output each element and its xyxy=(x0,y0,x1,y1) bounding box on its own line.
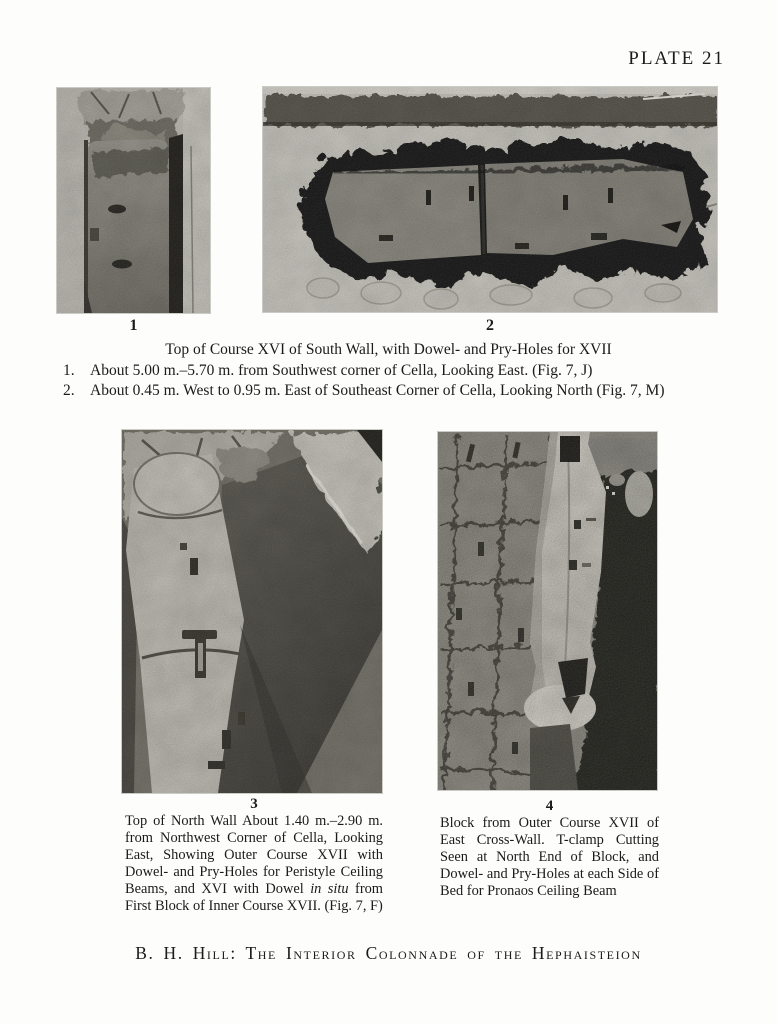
figure-4-caption xyxy=(440,799,659,900)
photo-2-south-wall-opening xyxy=(263,87,717,312)
figure-4-caption-text: Block from Outer Course XVII of East Cross-Wall. T-clamp Cutting Seen at North End of Block, and Dowel- and Pry-Holes at each Side of Bed for Pronaos Ceiling Beam xyxy=(440,815,659,899)
figure-1-number: 1 xyxy=(129,317,138,334)
photo-2-art xyxy=(263,87,717,312)
figure-3-caption-text-end: from First Block of Inner Course XVII. (Fig. 7, F) xyxy=(125,880,384,914)
photo-1-south-wall-channel xyxy=(57,88,210,313)
caption-item-1-number: 1. xyxy=(63,362,75,379)
top-caption-title: Top of Course XVI of South Wall, with Dowel- and Pry-Holes for XVII xyxy=(165,341,612,358)
figure-2-number: 2 xyxy=(486,317,494,334)
plate-footer-credit: B. H. Hill: The Interior Colonnade of the Hephaisteion xyxy=(135,943,642,963)
photo-3-art xyxy=(122,430,382,793)
photo-3-north-wall-top xyxy=(122,430,382,793)
plate-label: PLATE 21 xyxy=(628,48,725,69)
photo-4-art xyxy=(438,432,657,790)
figure-3-caption xyxy=(125,797,383,914)
photo-1-art xyxy=(57,88,210,313)
caption-item-2 xyxy=(63,382,665,401)
photo-4-cross-wall-block xyxy=(438,432,657,790)
caption-item-1-text: About 5.00 m.–5.70 m. from Southwest corner of Cella, Looking East. (Fig. 7, J) xyxy=(90,362,593,379)
figure-4-number: 4 xyxy=(545,798,554,814)
caption-item-2-text: About 0.45 m. West to 0.95 m. East of Southeast Corner of Cella, Looking North (Fig. 7, M) xyxy=(90,382,665,399)
figure-3-caption-italic: in situ xyxy=(310,880,349,897)
caption-item-1 xyxy=(63,362,592,381)
figure-3-number: 3 xyxy=(250,796,258,812)
figure-3-caption-text: Top of North Wall About 1.40 m.–2.90 m. from Northwest Corner of Cella, Looking East, Showing Outer Course XVII with Dowel- and Pry-Holes for Peristyle Ceiling Beams, and XVI with Dowel xyxy=(125,813,383,897)
caption-item-2-number: 2. xyxy=(63,382,75,399)
